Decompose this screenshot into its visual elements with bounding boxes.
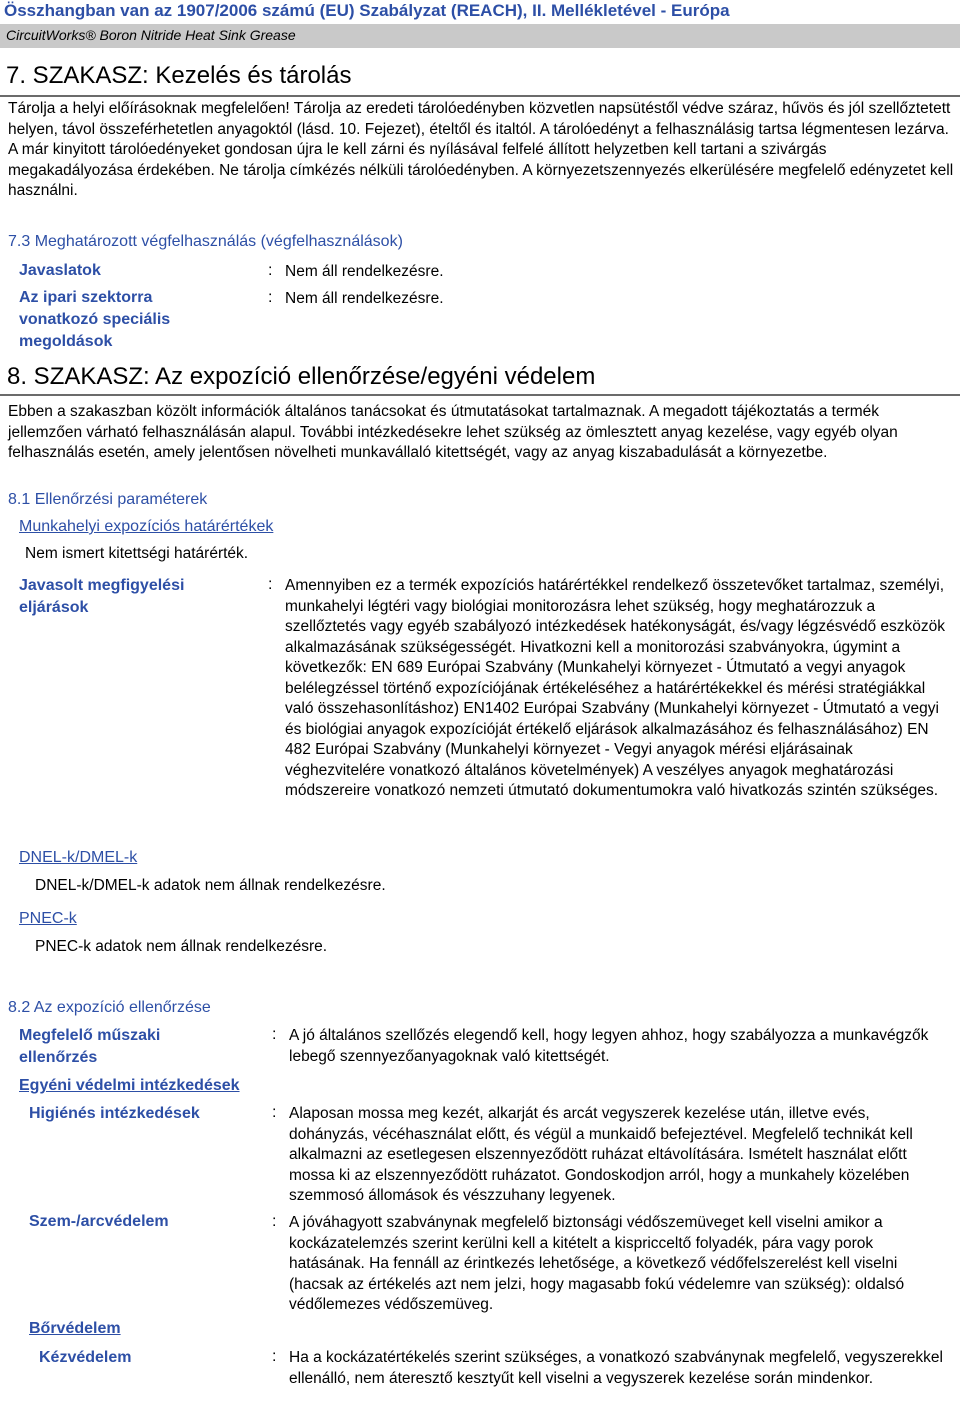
colon: : xyxy=(272,1348,277,1365)
section-7-divider xyxy=(0,95,960,97)
recommendations-label: Javaslatok xyxy=(19,262,101,279)
hygiene-value: Alaposan mossa meg kezét, alkarját és arcát vegyszerek kezelése után, illetve evés, dohányzás, vécéhasználat előtt, és végül a munkaidő befejeztével. Megfelelő technikát kell alkalmazni az esetlegesen elszennyeződött ruházat eltávolítására. Ismételt használat előtt mossa ki az elszennyeződött ruházatot. Gondoskodjon arról, hogy a munkahely közelében szemmosó állomások és vészzuhany legyenek. xyxy=(289,1105,913,1204)
regulation-title: Összhangban van az 1907/2006 számú (EU) Szabályzat (REACH), II. Mellékletével - Európa xyxy=(4,1,730,20)
subsection-7-3-title: 7.3 Meghatározott végfelhasználás (végfelhasználások) xyxy=(8,233,403,250)
oel-heading: Munkahelyi expozíciós határértékek xyxy=(19,518,274,535)
pnec-heading: PNEC-k xyxy=(19,910,77,927)
colon: : xyxy=(272,1026,277,1043)
colon: : xyxy=(268,262,273,279)
section-8-divider xyxy=(0,394,960,396)
hygiene-label: Higiénés intézkedések xyxy=(29,1105,200,1122)
industry-solutions-label: Az ipari szektorra vonatkozó speciális megoldások xyxy=(19,289,171,350)
hand-protection-value: Ha a kockázatértékelés szerint szükséges, a vonatkozó szabványnak megfelelő, vegyszerekkel ellenálló, nem áteresztő kesztyűt kell viselni a vegyszerek kezelése során mindenkor. xyxy=(289,1349,943,1387)
monitoring-value: Amennyiben ez a termék expozíciós határértékkel rendelkező összetevőket tartalmaz, személyi, munkahelyi légtéri vagy biológiai monitorozásra lehet szükség, hogy meghatározzuk a szellőztetés vagy egyéb szabályozó intézkedések hatékonyságát, és/vagy légzésvédő eszközök alkalmazásának szükségességét. Hivatkozni kell a monitorozási szabványokra, úgymint a következők: EN 689 Európai Szabvány (Munkahelyi környezet - Útmutató a vegyi anyagok belélegzéssel történő expozíciójának értékeléséhez a határértékekkel és mérési stratégiákkal való összehasonlításhoz) EN1402 Európai Szabvány (Munkahelyi környezet - Útmutató a vegyi és biológiai anyagok expozícióját értékelő eljárások alkalmazásához és felhasználásához) EN 482 Európai Szabvány (Munkahelyi környezet - Vegyi anyagok mérési eljárásainak véghezvitelére vonatkozó általános követelmények) A veszélyes anyagok meghatározási módszereire vonatkozó nemzeti útmutató dokumentumokra való hivatkozás szintén szükséges. xyxy=(285,577,945,799)
engineering-controls-label: Megfelelő műszaki ellenőrzés xyxy=(19,1027,161,1066)
section-8-title: 8. SZAKASZ: Az expozíció ellenőrzése/egyéni védelem xyxy=(7,363,596,390)
engineering-controls-value: A jó általános szellőzés elegendő kell, hogy legyen ahhoz, hogy szabályozza a munkavégzők lebegő szennyezőanyagoknak való kitettségét. xyxy=(289,1027,929,1065)
oel-text: Nem ismert kitettségi határérték. xyxy=(25,545,249,562)
product-name: CircuitWorks® Boron Nitride Heat Sink Grease xyxy=(6,27,296,43)
eye-face-label: Szem-/arcvédelem xyxy=(29,1213,169,1230)
dnel-heading: DNEL-k/DMEL-k xyxy=(19,849,138,866)
pnec-text: PNEC-k adatok nem állnak rendelkezésre. xyxy=(35,938,328,955)
monitoring-label: Javasolt megfigyelési eljárások xyxy=(19,577,185,616)
industry-solutions-value: Nem áll rendelkezésre. xyxy=(285,290,444,307)
colon: : xyxy=(268,576,273,593)
subsection-8-1-title: 8.1 Ellenőrzési paraméterek xyxy=(8,491,208,508)
dnel-text: DNEL-k/DMEL-k adatok nem állnak rendelkezésre. xyxy=(35,877,386,894)
recommendations-value: Nem áll rendelkezésre. xyxy=(285,263,444,280)
ppe-heading: Egyéni védelmi intézkedések xyxy=(19,1077,240,1094)
eye-face-value: A jóváhagyott szabványnak megfelelő biztonsági védőszemüveget kell viselni amikor a kockázatelemzés szerint kerülni kell a kitételt a kispricceltő folyadék, pára vagy porok hatásának. Ha fennáll az érintkezés lehetősége, a következő védőfelszerelést kell viselni (hacsak az értékelés azt nem jelzi, hogy magasabb fokú védelemre van szükség): oldalsó védőlemezes védőszemüveg. xyxy=(289,1214,905,1313)
document-header xyxy=(0,0,960,22)
colon: : xyxy=(268,289,273,306)
hand-protection-label: Kézvédelem xyxy=(39,1349,132,1366)
skin-protection-heading: Bőrvédelem xyxy=(29,1320,121,1337)
subsection-8-2-title: 8.2 Az expozíció ellenőrzése xyxy=(8,999,211,1016)
storage-conditions-text: Tárolja a helyi előírásoknak megfelelően! Tárolja az eredeti tárolóedényben közvetlen napsütéstől védve száraz, hűvös és jól szellőztetett helyen, távol összeférhetetlen anyagoktól (lásd. 10. Fejezet), ételtől és italtól. A tárolóedényt a felhasználásig tartsa légmentesen lezárva. A már kinyitott tárolóedényeket gondosan újra le kell zárni és nyílásával felfelé állított helyzetben kell tartani a szivárgás megakadályozása érdekében. Ne tárolja címkézés nélküli tárolóedényben. A környezetszennyezés elkerülésére megfelelő edényzetet kell használni. xyxy=(8,100,954,199)
colon: : xyxy=(272,1104,277,1121)
section-8-intro: Ebben a szakaszban közölt információk általános tanácsokat és útmutatásokat tartalmaznak. A megadott tájékoztatás a termék jellemzően várható felhasználásán alapul. További intézkedésekre lehet szükség az ömlesztett anyag kezelése, vagy egyéb olyan felhasználás esetén, amely jelentősen növelheti munkavállaló kitettségét, vagy az anyag kiszabadulását a környezetbe. xyxy=(8,403,898,461)
section-7-title: 7. SZAKASZ: Kezelés és tárolás xyxy=(6,62,352,89)
product-bar xyxy=(0,24,960,48)
colon: : xyxy=(272,1213,277,1230)
